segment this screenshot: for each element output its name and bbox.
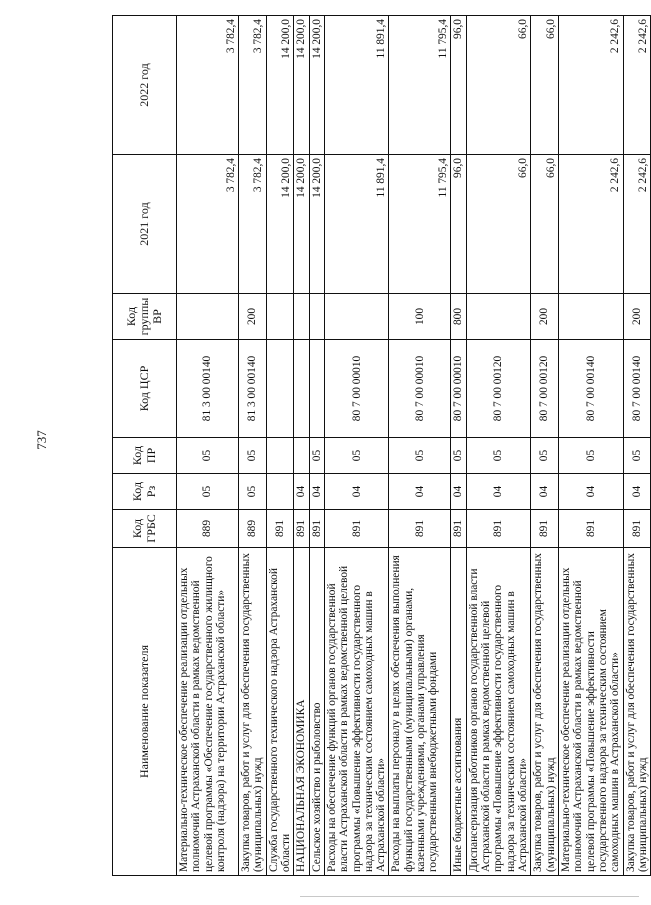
cell-vr: 200 <box>531 294 559 340</box>
header-vr: Код группы ВР <box>113 294 177 340</box>
cell-name: Служба государственного технического надзора Астраханской области <box>266 548 294 876</box>
cell-2021: 14 200,0 <box>266 155 294 294</box>
cell-vr: 200 <box>239 294 267 340</box>
cell-vr <box>309 294 324 340</box>
rotated-page-content <box>112 16 649 876</box>
cell-csr: 80 7 00 00140 <box>623 340 651 438</box>
cell-name: Расходы на выплаты персоналу в целях обеспечения выполнения функций государственными (муниципальными) органами, казенными учреждениями, органами управления государственными внебюджетными фондами <box>389 548 451 876</box>
cell-csr: 80 7 00 00140 <box>558 340 623 438</box>
cell-grbs: 891 <box>324 510 389 548</box>
cell-rz: 04 <box>324 474 389 510</box>
cell-rz: 04 <box>466 474 531 510</box>
table-row <box>309 16 324 876</box>
table-row <box>177 16 239 876</box>
cell-2022: 3 782,4 <box>177 16 239 155</box>
cell-vr: 100 <box>389 294 451 340</box>
cell-2021: 14 200,0 <box>309 155 324 294</box>
cell-grbs: 891 <box>451 510 466 548</box>
table-row <box>623 16 651 876</box>
cell-rz: 04 <box>531 474 559 510</box>
cell-2022: 2 242,6 <box>623 16 651 155</box>
cell-csr <box>294 340 309 438</box>
cell-pr: 05 <box>558 438 623 474</box>
table-row <box>324 16 389 876</box>
cell-name: Закупка товаров, работ и услуг для обеспечения государственных (муниципальных) нужд <box>623 548 651 876</box>
cell-2022: 66,0 <box>466 16 531 155</box>
cell-2021: 66,0 <box>531 155 559 294</box>
cell-2022: 11 891,4 <box>324 16 389 155</box>
cell-vr <box>324 294 389 340</box>
cell-2022: 11 795,4 <box>389 16 451 155</box>
header-name: Наименование показателя <box>113 548 177 876</box>
cell-2022: 66,0 <box>531 16 559 155</box>
cell-name: Материально-техническое обеспечение реализации отдельных полномочий Астраханской области в рамках ведомственной целевой программы «Обеспечение государственного жилищного контроля (надзора) на территории Астраханской области» <box>177 548 239 876</box>
table-row <box>466 16 531 876</box>
cell-2021: 2 242,6 <box>558 155 623 294</box>
cell-csr: 81 3 00 00140 <box>177 340 239 438</box>
cell-vr <box>177 294 239 340</box>
cell-2022: 14 200,0 <box>309 16 324 155</box>
budget-table <box>112 15 651 876</box>
cell-name: НАЦИОНАЛЬНАЯ ЭКОНОМИКА <box>294 548 309 876</box>
cell-pr: 05 <box>324 438 389 474</box>
cell-pr: 05 <box>466 438 531 474</box>
cell-pr <box>294 438 309 474</box>
cell-pr: 05 <box>177 438 239 474</box>
cell-pr <box>266 438 294 474</box>
cell-name: Иные бюджетные ассигнования <box>451 548 466 876</box>
cell-pr: 05 <box>451 438 466 474</box>
cell-2022: 2 242,6 <box>558 16 623 155</box>
cell-csr: 80 7 00 00010 <box>451 340 466 438</box>
cell-2022: 14 200,0 <box>266 16 294 155</box>
cell-name: Сельское хозяйство и рыболовство <box>309 548 324 876</box>
header-pr: Код ПР <box>113 438 177 474</box>
cell-2021: 11 795,4 <box>389 155 451 294</box>
cell-grbs: 889 <box>177 510 239 548</box>
cell-rz: 05 <box>239 474 267 510</box>
cell-rz: 04 <box>451 474 466 510</box>
cell-vr <box>266 294 294 340</box>
cell-name: Закупка товаров, работ и услуг для обеспечения государственных (муниципальных) нужд <box>239 548 267 876</box>
table-row <box>451 16 466 876</box>
cell-name: Закупка товаров, работ и услуг для обеспечения государственных (муниципальных) нужд <box>531 548 559 876</box>
cell-csr: 80 7 00 00010 <box>324 340 389 438</box>
cell-vr: 200 <box>623 294 651 340</box>
cell-csr: 80 7 00 00120 <box>531 340 559 438</box>
cell-csr: 80 7 00 00010 <box>389 340 451 438</box>
table-header-row <box>113 16 177 876</box>
cell-vr <box>466 294 531 340</box>
cell-rz: 04 <box>309 474 324 510</box>
cell-pr: 05 <box>531 438 559 474</box>
cell-name: Диспансеризация работников органов государственной власти Астраханской области в рамках ведомственной целевой программы «Повышение эффективности государственного надзора за техническим состоянием самоходных машин в Астраханской области» <box>466 548 531 876</box>
cell-rz: 05 <box>177 474 239 510</box>
cell-2021: 3 782,4 <box>177 155 239 294</box>
table-row <box>389 16 451 876</box>
cell-grbs: 891 <box>389 510 451 548</box>
cell-rz: 04 <box>294 474 309 510</box>
cell-grbs: 891 <box>466 510 531 548</box>
cell-2021: 3 782,4 <box>239 155 267 294</box>
cell-2022: 14 200,0 <box>294 16 309 155</box>
cell-vr <box>558 294 623 340</box>
cell-grbs: 891 <box>531 510 559 548</box>
header-grbs: Код ГРБС <box>113 510 177 548</box>
cell-csr: 80 7 00 00120 <box>466 340 531 438</box>
cell-grbs: 889 <box>239 510 267 548</box>
cell-pr: 05 <box>623 438 651 474</box>
cell-pr: 05 <box>309 438 324 474</box>
table-row <box>239 16 267 876</box>
cell-csr: 81 3 00 00140 <box>239 340 267 438</box>
cell-vr: 800 <box>451 294 466 340</box>
cell-grbs: 891 <box>266 510 294 548</box>
table-row <box>294 16 309 876</box>
cell-grbs: 891 <box>294 510 309 548</box>
cell-2021: 66,0 <box>466 155 531 294</box>
cell-grbs: 891 <box>623 510 651 548</box>
cell-rz <box>266 474 294 510</box>
table-row <box>558 16 623 876</box>
cell-pr: 05 <box>389 438 451 474</box>
cell-name: Расходы на обеспечение функций органов государственной власти Астраханской области в рамках ведомственной целевой программы «Повышение эффективности государственного надзора за техническим состоянием самоходных машин в Астраханской области» <box>324 548 389 876</box>
cell-2021: 14 200,0 <box>294 155 309 294</box>
table-row <box>266 16 294 876</box>
header-2022: 2022 год <box>113 16 177 155</box>
cell-name: Материально-техническое обеспечение реализации отдельных полномочий Астраханской области в рамках ведомственной целевой программы «Повышение эффективности государственного надзора за техническим состоянием самоходных машин в Астраханской области» <box>558 548 623 876</box>
cell-csr <box>309 340 324 438</box>
cell-csr <box>266 340 294 438</box>
cell-2022: 96,0 <box>451 16 466 155</box>
cell-rz: 04 <box>389 474 451 510</box>
cell-grbs: 891 <box>309 510 324 548</box>
cell-rz: 04 <box>623 474 651 510</box>
cell-pr: 05 <box>239 438 267 474</box>
cell-2022: 3 782,4 <box>239 16 267 155</box>
header-csr: Код ЦСР <box>113 340 177 438</box>
cell-vr <box>294 294 309 340</box>
cell-2021: 2 242,6 <box>623 155 651 294</box>
cell-grbs: 891 <box>558 510 623 548</box>
cell-2021: 96,0 <box>451 155 466 294</box>
header-2021: 2021 год <box>113 155 177 294</box>
scan-edge-line <box>300 896 639 897</box>
header-rz: Код Рз <box>113 474 177 510</box>
cell-rz: 04 <box>558 474 623 510</box>
cell-2021: 11 891,4 <box>324 155 389 294</box>
table-row <box>531 16 559 876</box>
page-number: 737 <box>34 430 49 450</box>
